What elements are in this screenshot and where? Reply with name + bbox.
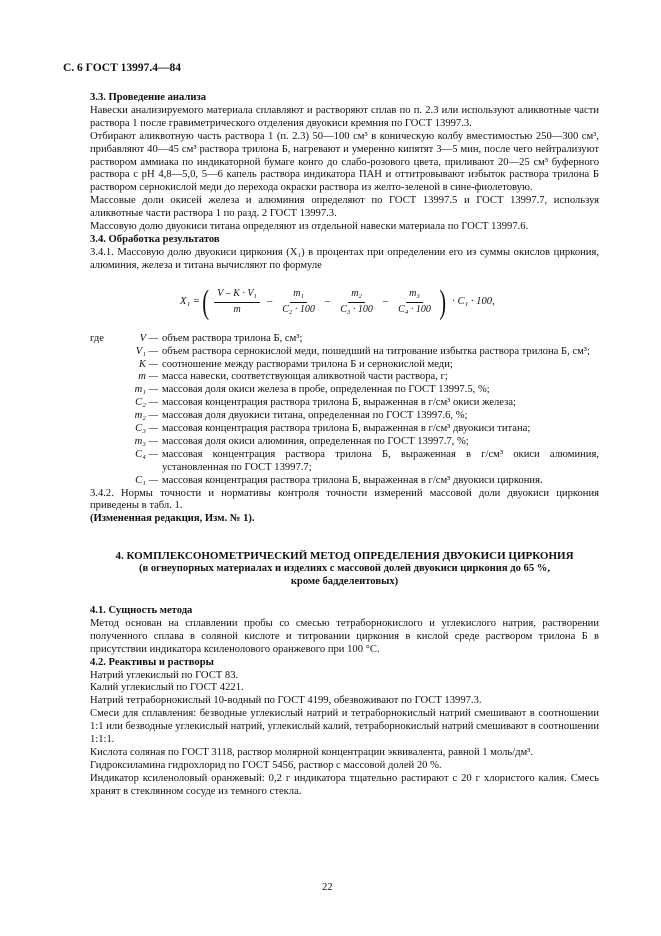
definition-row	[90, 423, 599, 436]
where-word	[90, 423, 118, 436]
s33-title: 3.3. Проведение анализа	[90, 92, 206, 103]
s33-p4: Массовую долю двуокиси титана определяют из отдельной навески материала по ГОСТ 13997.6.	[90, 221, 529, 233]
fraction-3-num: m₂	[348, 288, 365, 303]
definition-row	[90, 436, 599, 449]
definition-text: массовая доля окиси алюминия, определенная по ГОСТ 13997.7, %;	[162, 435, 469, 447]
definition-symbol: m₃ —	[134, 435, 158, 447]
s33-p3: Массовые доли окисей железа и алюминия определяют по ГОСТ 13997.5 и ГОСТ 13997.7, используя аликвотные части раствора 1 по разд. 2 ГОСТ 13997.3.	[90, 195, 599, 220]
s41-text: Метод основан на сплавлении пробы со смесью тетраборнокислого и углекислого натрия, растворении полученного сплава в соляной кислоте и титровании циркония в кислой среде раствором трилона Б в присутствии индикатора ксиленолового оранжевого при 100 °С.	[90, 617, 599, 655]
formula-x1	[180, 281, 599, 325]
where-word	[90, 410, 118, 423]
fraction-4-den: C₄ · 100	[398, 304, 431, 316]
definition-row	[90, 384, 599, 397]
where-word	[90, 475, 118, 488]
where-word	[90, 359, 118, 372]
fraction-4-num: m₃	[406, 288, 423, 303]
definition-text: объем раствора сернокислой меди, пошедший на титрование избытка раствора трилона Б, см³;	[162, 345, 590, 357]
fraction-2-den: C₂ · 100	[282, 304, 315, 316]
fraction-3	[337, 288, 376, 317]
definition-symbol: C₂ —	[135, 397, 158, 409]
definition-row	[90, 359, 599, 372]
where-word	[90, 449, 118, 475]
definition-text: соотношение между растворами трилона Б и сернокислой меди;	[162, 358, 453, 370]
minus-sign: –	[382, 296, 389, 308]
fraction-1-num: V – K · V₁	[214, 288, 260, 303]
where-word	[90, 397, 118, 410]
definition-row	[90, 475, 599, 488]
fraction-1	[214, 288, 260, 317]
definition-text: массовая концентрация раствора трилона Б, выраженная в г/см³ двуокиси титана;	[162, 423, 531, 435]
fraction-2	[279, 288, 318, 317]
definition-symbol: C₃ —	[135, 423, 158, 435]
page-number: 22	[322, 882, 333, 893]
definition-text: массовая доля двуокиси титана, определенная по ГОСТ 13997.6, %;	[162, 410, 468, 422]
minus-sign: –	[266, 296, 273, 308]
definition-symbol: m —	[138, 371, 158, 383]
definition-text: массовая концентрация раствора трилона Б, выраженная в г/см³ двуокиси циркония.	[162, 474, 543, 486]
left-bracket: (	[202, 283, 210, 321]
definition-symbol: m₂ —	[134, 410, 158, 422]
definition-symbol: C₁ —	[135, 474, 158, 486]
s33-p2: Отбирают аликвотную часть раствора 1 (п. 2.3) 50—100 см³ в коническую колбу вместимостью 250—300 см³, прибавляют 40—45 см³ раствора трилона Б, нагревают и умеренно кипятят 3—5 мин, после чего нейтрализуют раствором аммиака по индикаторной бумаге конго до слабо-розового цвета, приливают 20—25 см³ буферного раствора с pH 4,8—5,0, 5—6 капель раствора индикатора ПАН и оттитровывают избыток раствора трилона Б раствором сернокислой меди до перехода окраски раствора из желто-зеленой в сине-фиолетовую.	[90, 130, 599, 194]
definition-symbol: K —	[138, 358, 158, 370]
fraction-4	[395, 288, 434, 317]
definition-row	[90, 449, 599, 475]
formula-tail: · C₁ · 100,	[452, 296, 495, 308]
s41-title: 4.1. Сущность метода	[90, 605, 193, 616]
definition-text: массовая концентрация раствора трилона Б, выраженная в г/см³ окиси железа;	[162, 397, 516, 409]
where-word	[90, 371, 118, 384]
s42-title: 4.2. Реактивы и растворы	[90, 656, 214, 668]
definition-symbol: m₁ —	[134, 384, 158, 396]
section-4-title: 4. КОМПЛЕКСОНОМЕТРИЧЕСКИЙ МЕТОД ОПРЕДЕЛЕНИЯ ДВУОКИСИ ЦИРКОНИЯ	[115, 550, 574, 563]
definition-row	[90, 371, 599, 384]
s34-title: 3.4. Обработка результатов	[90, 233, 220, 245]
right-bracket: )	[439, 283, 446, 321]
where-word	[90, 384, 118, 397]
page-header: С. 6 ГОСТ 13997.4—84	[63, 62, 182, 74]
reagent-item: Индикатор ксиленоловый оранжевый: 0,2 г индикатора тщательно растирают с 20 г хлористого калия. Смесь хранят в стеклянном сосуде из темного стекла.	[90, 772, 599, 797]
s341-text: 3.4.1. Массовую долю двуокиси циркония (X₁) в процентах при определении его из суммы окислов циркония, алюминия, железа и титана вычисляют по формуле	[90, 246, 599, 271]
section-4-subtitle-1: (в огнеупорных материалах и изделиях с массовой долей двуокиси циркония до 65 %,	[138, 563, 551, 575]
definition-row	[90, 333, 599, 346]
definition-row	[90, 397, 599, 410]
fraction-3-den: C₃ · 100	[340, 304, 373, 316]
reagent-item: Смеси для сплавления: безводные углекислый натрий и тетраборнокислый натрий смешивают в соотношении 1:1 или безводные углекислый натрий, углекислый калий, тетраборнокислый натрий смешивают в соотношении 1:1:1.	[90, 708, 599, 746]
reagent-item: Калий углекислый по ГОСТ 4221.	[90, 682, 244, 694]
reagent-item: Натрий тетраборнокислый 10-водный по ГОСТ 4199, обезвоживают по ГОСТ 13997.3.	[90, 695, 482, 707]
amendment-note: (Измененная редакция, Изм. № 1).	[90, 513, 255, 525]
definition-text: массовая концентрация раствора трилона Б, выраженная в г/см³ окиси алюминия, установленная по ГОСТ 13997.7;	[162, 448, 599, 473]
s33-p1: Навески анализируемого материала сплавляют и растворяют сплав по п. 2.3 или используют аликвотные части раствора 1 после гравиметрического отделения двуокиси кремния по ГОСТ 13997.3.	[90, 104, 599, 129]
where-word	[90, 346, 118, 359]
definitions-list	[90, 333, 599, 488]
where-word: где	[90, 332, 104, 344]
reagent-item: Натрий углекислый по ГОСТ 83.	[90, 669, 239, 681]
where-word	[90, 436, 118, 449]
definition-symbol: C₄ —	[135, 448, 158, 460]
definition-text: массовая доля окиси железа в пробе, определенная по ГОСТ 13997.5, %;	[162, 384, 490, 396]
page-content	[90, 92, 599, 799]
reagent-item: Гидроксиламина гидрохлорид по ГОСТ 5456, раствор с массовой долей 20 %.	[90, 759, 442, 771]
definition-row	[90, 346, 599, 359]
s342-text: 3.4.2. Нормы точности и нормативы контроля точности измерений массовой доли двуокиси циркония приведены в табл. 1.	[90, 487, 599, 512]
fraction-2-num: m₁	[290, 288, 307, 303]
definition-text: масса навески, соответствующая аликвотной части раствора, г;	[162, 371, 448, 383]
definition-row	[90, 410, 599, 423]
definition-symbol: V —	[139, 332, 158, 344]
minus-sign: –	[324, 296, 331, 308]
section-4-subtitle-2: кроме бадделеитовых)	[290, 576, 399, 588]
reagent-item: Кислота соляная по ГОСТ 3118, раствор молярной концентрации эквивалента, равной 1 моль/дм³.	[90, 746, 534, 758]
section-4-heading	[90, 550, 599, 589]
fraction-1-den: m	[233, 304, 241, 316]
formula-lhs: X₁ =	[180, 296, 200, 308]
definition-text: объем раствора трилона Б, см³;	[162, 332, 303, 344]
definition-symbol: V₁ —	[135, 345, 158, 357]
